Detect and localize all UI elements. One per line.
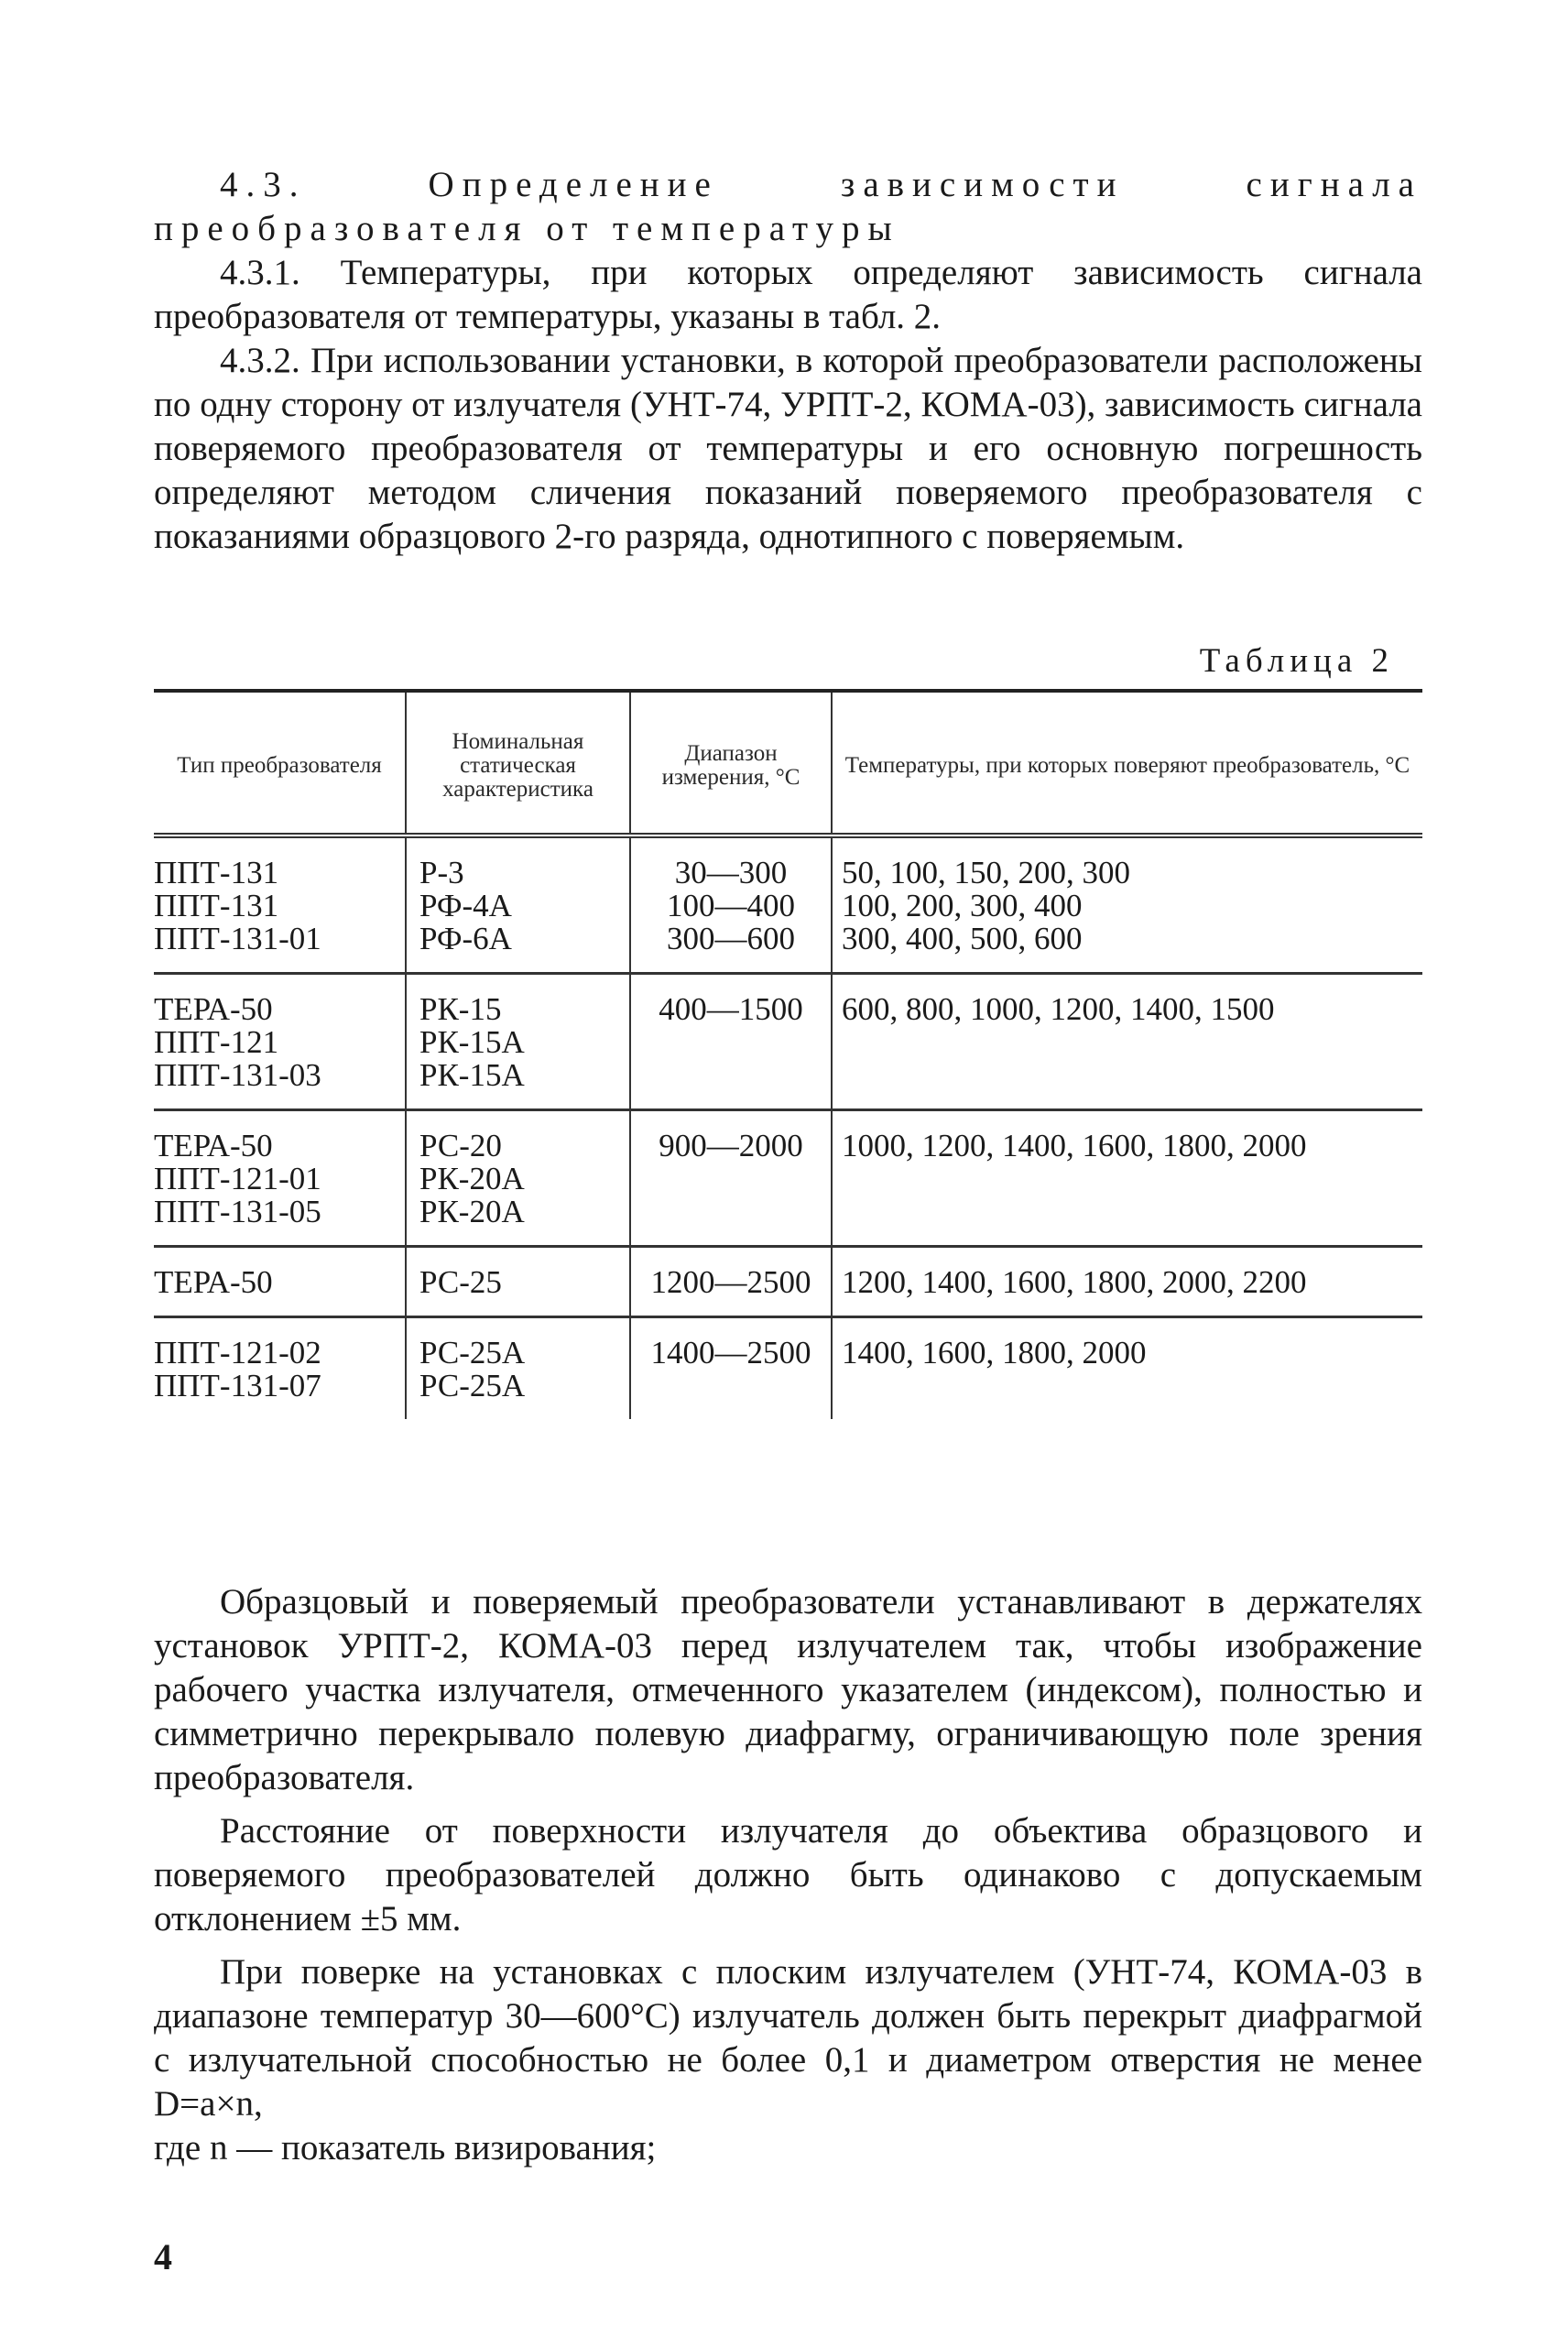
- cell-text: 100—400: [667, 888, 795, 923]
- cell-text: 1400—2500: [650, 1335, 811, 1370]
- paragraph-placement: Образцовый и поверяемый преобразователи устанавливают в держателях установок УРПТ-2, КОМА-03 перед излучателем так, чтобы изображение рабочего участка излучателя, отмеченного указателем (индексом), полностью и симметрично перекрывало полевую диафрагму, ограничивающую поле зрения преобразователя.: [154, 1582, 1422, 1797]
- top-text-block: [154, 163, 1422, 559]
- cell-text: ППТ-121: [154, 1024, 279, 1060]
- cell-characteristic: [406, 1317, 630, 1420]
- cell-text: 300, 400, 500, 600: [842, 921, 1083, 956]
- header-range: Диапазон измерения, °С: [630, 691, 832, 835]
- paragraph-diaphragm: При поверке на установках с плоским излучателем (УНТ-74, КОМА-03 в диапазоне температур 30—600°С) излучатель должен быть перекрыт диафрагмой с излучательной способностью не более 0,1 и диаметром отверстия не менее D=a×n,: [154, 1952, 1422, 2124]
- cell-text: 100, 200, 300, 400: [842, 888, 1083, 923]
- cell-temperatures: [832, 835, 1422, 974]
- cell-text: ППТ-131-07: [154, 1368, 321, 1403]
- section-heading: 4.3. Определение зависимости сигнала преобразователя от температуры: [154, 165, 1422, 248]
- cell-range: [630, 835, 832, 974]
- cell-temperatures: [832, 1110, 1422, 1247]
- cell-text: РК-15А: [419, 1024, 525, 1060]
- paragraph-4-3-2: 4.3.2. При использовании установки, в которой преобразователи расположены по одну сторону от излучателя (УНТ-74, УРПТ-2, КОМА-03), зависимость сигнала поверяемого преобразователя от температуры и его основную погрешность определяют методом сличения показаний поверяемого преобразователя с показаниями образцового 2-го разряда, однотипного с поверяемым.: [154, 341, 1422, 556]
- cell-text: 300—600: [667, 921, 795, 956]
- cell-text: 50, 100, 150, 200, 300: [842, 855, 1130, 890]
- cell-text: 1400, 1600, 1800, 2000: [842, 1335, 1147, 1370]
- page-number: 4: [154, 2236, 172, 2277]
- cell-text: ППТ-121-02: [154, 1335, 321, 1370]
- cell-text: 1200, 1400, 1600, 1800, 2000, 2200: [842, 1264, 1307, 1300]
- cell-text: 1000, 1200, 1400, 1600, 1800, 2000: [842, 1128, 1307, 1163]
- header-characteristic: Номинальная статическая характеристика: [406, 691, 630, 835]
- paragraph-4-3-1: 4.3.1. Температуры, при которых определяют зависимость сигнала преобразователя от температуры, указаны в табл. 2.: [154, 253, 1422, 336]
- cell-text: РФ-6А: [419, 921, 512, 956]
- cell-text: РК-20А: [419, 1161, 525, 1196]
- cell-text: РС-25: [419, 1264, 502, 1300]
- cell-text: ППТ-131-03: [154, 1057, 321, 1093]
- cell-text: 600, 800, 1000, 1200, 1400, 1500: [842, 991, 1275, 1027]
- cell-text: ТЕРА-50: [154, 1264, 273, 1300]
- cell-type: [154, 974, 406, 1110]
- cell-text: ППТ-131-05: [154, 1194, 321, 1229]
- cell-range: [630, 1317, 832, 1420]
- table-header-row: [154, 691, 1422, 835]
- cell-text: РС-25А: [419, 1335, 526, 1370]
- cell-temperatures: [832, 1247, 1422, 1317]
- cell-type: [154, 1247, 406, 1317]
- cell-text: ППТ-131: [154, 888, 279, 923]
- cell-type: [154, 1317, 406, 1420]
- paragraph-distance: Расстояние от поверхности излучателя до объектива образцового и поверяемого преобразователей должно быть одинаково с допускаемым отклонением ±5 мм.: [154, 1811, 1422, 1938]
- cell-temperatures: [832, 974, 1422, 1110]
- header-temperatures: Температуры, при которых поверяют преобразователь, °С: [832, 691, 1422, 835]
- cell-text: РК-15: [419, 991, 502, 1027]
- table-row: [154, 974, 1422, 1110]
- cell-text: 900—2000: [659, 1128, 803, 1163]
- cell-range: [630, 1247, 832, 1317]
- table-row: [154, 1247, 1422, 1317]
- cell-characteristic: [406, 1110, 630, 1247]
- table-row: [154, 835, 1422, 974]
- cell-text: 30—300: [674, 855, 788, 890]
- cell-characteristic: [406, 1247, 630, 1317]
- cell-type: [154, 1110, 406, 1247]
- cell-characteristic: [406, 974, 630, 1110]
- cell-temperatures: [832, 1317, 1422, 1420]
- cell-text: РК-15А: [419, 1057, 525, 1093]
- cell-range: [630, 974, 832, 1110]
- cell-text: ТЕРА-50: [154, 991, 273, 1027]
- cell-text: 400—1500: [659, 991, 803, 1027]
- cell-text: ТЕРА-50: [154, 1128, 273, 1163]
- cell-text: ППТ-131: [154, 855, 279, 890]
- cell-characteristic: [406, 835, 630, 974]
- cell-text: 1200—2500: [650, 1264, 811, 1300]
- bottom-text-block: [154, 1580, 1422, 2170]
- cell-text: Р-3: [419, 855, 464, 890]
- cell-text: ППТ-131-01: [154, 921, 321, 956]
- cell-text: РК-20А: [419, 1194, 525, 1229]
- cell-type: [154, 835, 406, 974]
- table-caption: Таблица 2: [1199, 642, 1394, 680]
- header-type: Тип преобразователя: [177, 752, 382, 778]
- table-row: [154, 1110, 1422, 1247]
- paragraph-where: где n — показатель визирования;: [154, 2128, 657, 2168]
- cell-text: РС-25А: [419, 1368, 526, 1403]
- table-row: [154, 1317, 1422, 1420]
- cell-range: [630, 1110, 832, 1247]
- cell-text: РС-20: [419, 1128, 502, 1163]
- temperature-table: [154, 689, 1422, 1419]
- cell-text: РФ-4А: [419, 888, 512, 923]
- cell-text: ППТ-121-01: [154, 1161, 321, 1196]
